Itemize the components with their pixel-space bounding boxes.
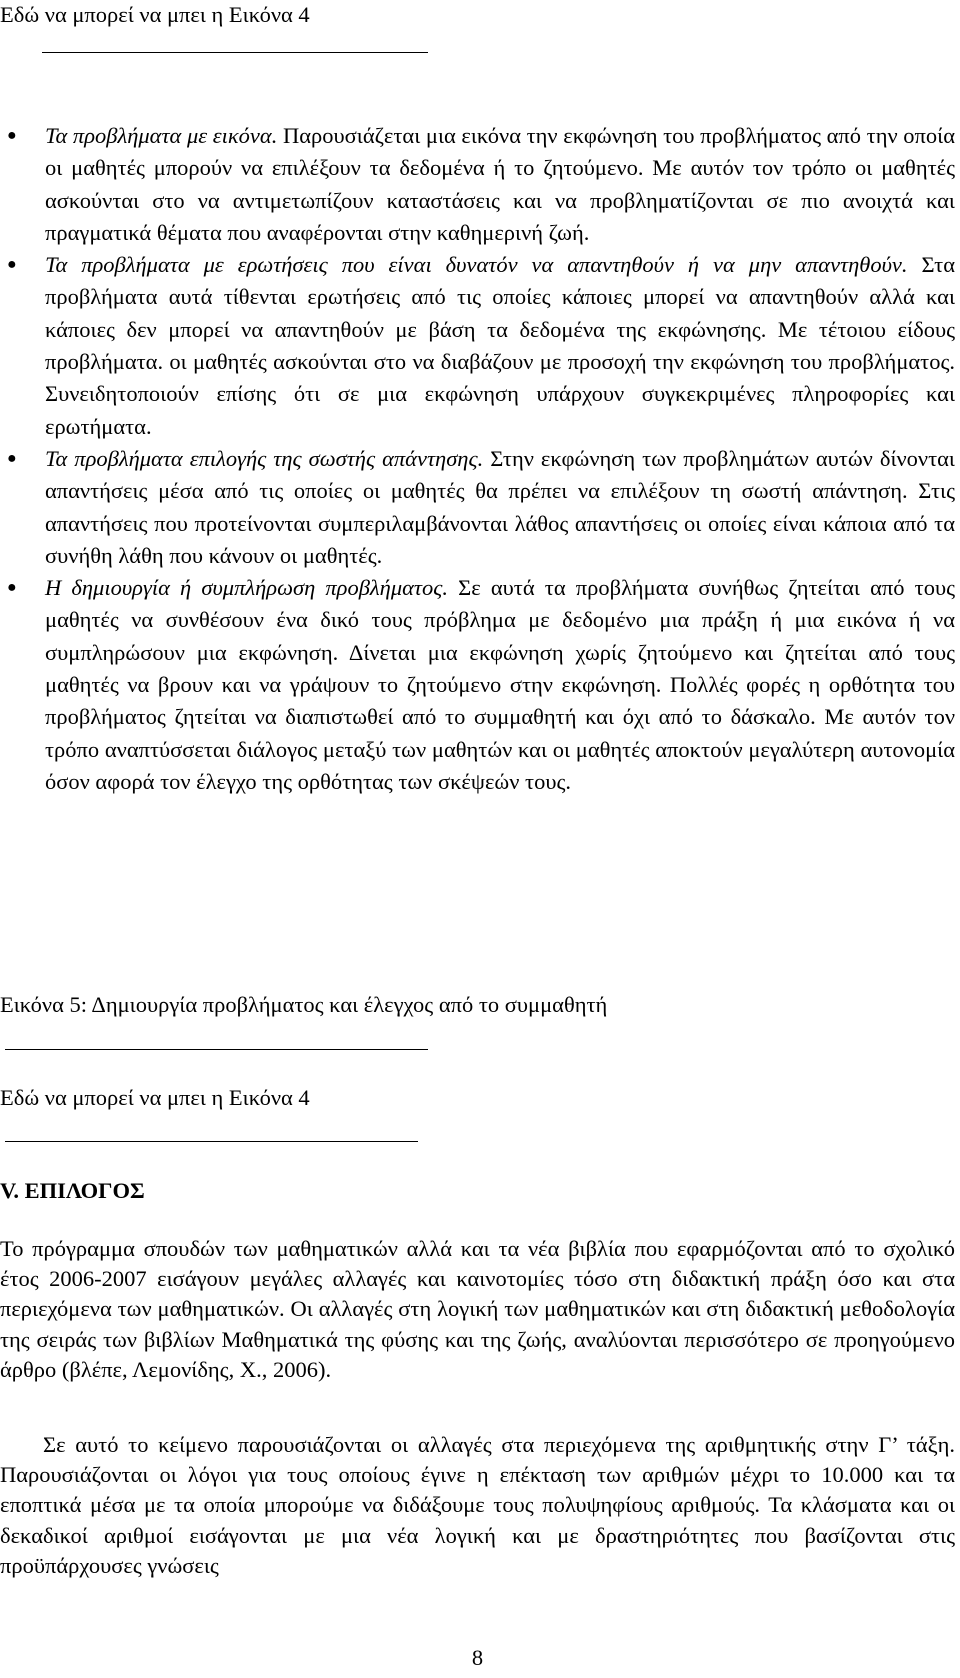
bullet-text: Στα προβλήματα αυτά τίθενται ερωτήσεις από τις οποίες κάποιες μπορεί να απαντηθούν αλλά και κάποιες δεν μπορεί να απαντηθούν με βάση τα δεδομένα της εκφώνησης. Με τέτοιου είδους προβλήματα. οι μαθητές ασκούνται στο να διαβάζουν με προσοχή την εκφώνηση του προβλήματος. Συνειδητοποιούν επίσης ότι σε μια εκφώνηση υπάρχουν συγκεκριμένες πληροφορίες και ερωτήματα. [45,252,955,439]
bullet-text: Στην εκφώνηση των προβλημάτων αυτών δίνονται απαντήσεις μέσα από τις οποίες οι μαθητές θα πρέπει να επιλέξουν τη σωστή απάντηση. Στις απαντήσεις που προτείνονται συμπεριλαμβάνονται λάθος απαντήσεις οι οποίες είναι κάποια από τα συνήθη λάθη που κάνουν οι μαθητές. [45,445,955,568]
bullet-lead: Τα προβλήματα με ερωτήσεις που είναι δυνατόν να απαντηθούν ή να μην απαντηθούν. [45,252,908,278]
list-item [0,443,955,572]
problem-types-list [0,120,960,798]
body-paragraph: Το πρόγραμμα σπουδών των μαθηματικών αλλά και τα νέα βιβλία που εφαρμόζονται από το σχολικό έτος 2006-2007 εισάγουν μεγάλες αλλαγές και καινοτομίες τόσο στη διδακτική πράξη όσο και στα περιεχόμενα των μαθηματικών. Οι αλλαγές στη λογική των μαθηματικών και στη διδακτική μεθοδολογία της σειράς των βιβλίων Μαθηματικά της φύσης και της ζωής, αναλύονται περισσότερο σε προηγούμενο άρθρο (βλέπε, Λεμονίδης, Χ., 2006). [0,1236,955,1382]
bullet-icon: ● [7,449,17,467]
blank-line-bottom [5,1141,418,1142]
figure-caption: Εικόνα 5: Δημιουργία προβλήματος και έλεγχος από το συμμαθητή [0,992,608,1017]
body-paragraph: Σε αυτό το κείμενο παρουσιάζονται οι αλλαγές στα περιεχόμενα της αριθμητικής στην Γ’ τάξη. Παρουσιάζονται οι λόγοι για τους οποίους έγινε η επέκταση των αριθμών μέχρι το 10.000 και τα εποπτικά μέσα με τα οποία μπορούμε να διδάξουμε τους πολυψηφίους αριθμούς. Τα κλάσματα και οι δεκαδικοί αριθμοί εισάγονται με μια νέα λογική και με δραστηριότητες που βασίζονται στις προϋπάρχουσες γνώσεις [0,1432,955,1578]
bullet-lead: Η δημιουργία ή συμπλήρωση προβλήματος. [45,575,448,601]
bullet-icon: ● [7,127,17,144]
figure-placeholder-top: Εδώ να μπορεί να μπει η Εικόνα 4 [0,2,310,27]
section-heading: V. ΕΠΙΛΟΓΟΣ [0,1178,145,1203]
blank-line-middle [5,1049,428,1050]
list-item [0,249,955,443]
bullet-lead: Τα προβλήματα με εικόνα. [45,123,278,148]
blank-line-top [42,52,428,53]
list-item [0,572,955,798]
list-item [0,120,955,249]
bullet-lead: Τα προβλήματα επιλογής της σωστής απάντησης. [45,445,484,471]
page-number: 8 [471,1645,484,1670]
bullet-text: Σε αυτά τα προβλήματα συνήθως ζητείται από τους μαθητές να συνθέσουν ένα δικό τους πρόβλημα με δεδομένο μια πράξη ή μια εικόνα ή να συμπληρώσουν μια εκφώνηση. Δίνεται μια εκφώνηση χωρίς ζητούμενο και ζητείται από τους μαθητές να βρουν και να γράψουν το ζητούμενο στην εκφώνηση. Πολλές φορές η ορθότητα του προβλήματος ζητείται να διαπιστωθεί από το συμμαθητή και όχι από το δάσκαλο. Με αυτόν τον τρόπο αναπτύσσεται διάλογος μεταξύ των μαθητών και οι μαθητές αποκτούν μεγαλύτερη αυτονομία όσον αφορά τον έλεγχο της ορθότητας των σκέψεών τους. [45,575,955,794]
figure-placeholder-bottom: Εδώ να μπορεί να μπει η Εικόνα 4 [0,1085,310,1110]
bullet-text: Παρουσιάζεται μια εικόνα την εκφώνηση του προβλήματος από την οποία οι μαθητές μπορούν να επιλέξουν τα δεδομένα ή το ζητούμενο. Με αυτόν τον τρόπο οι μαθητές ασκούνται στο να αντιμετωπίζουν καταστάσεις και να προβληματίζονται σε πιο ανοιχτά και πραγματικά θέματα που αναφέρονται στην καθημερινή ζωή. [45,123,955,245]
bullet-icon: ● [7,579,17,597]
bullet-icon: ● [7,256,17,274]
